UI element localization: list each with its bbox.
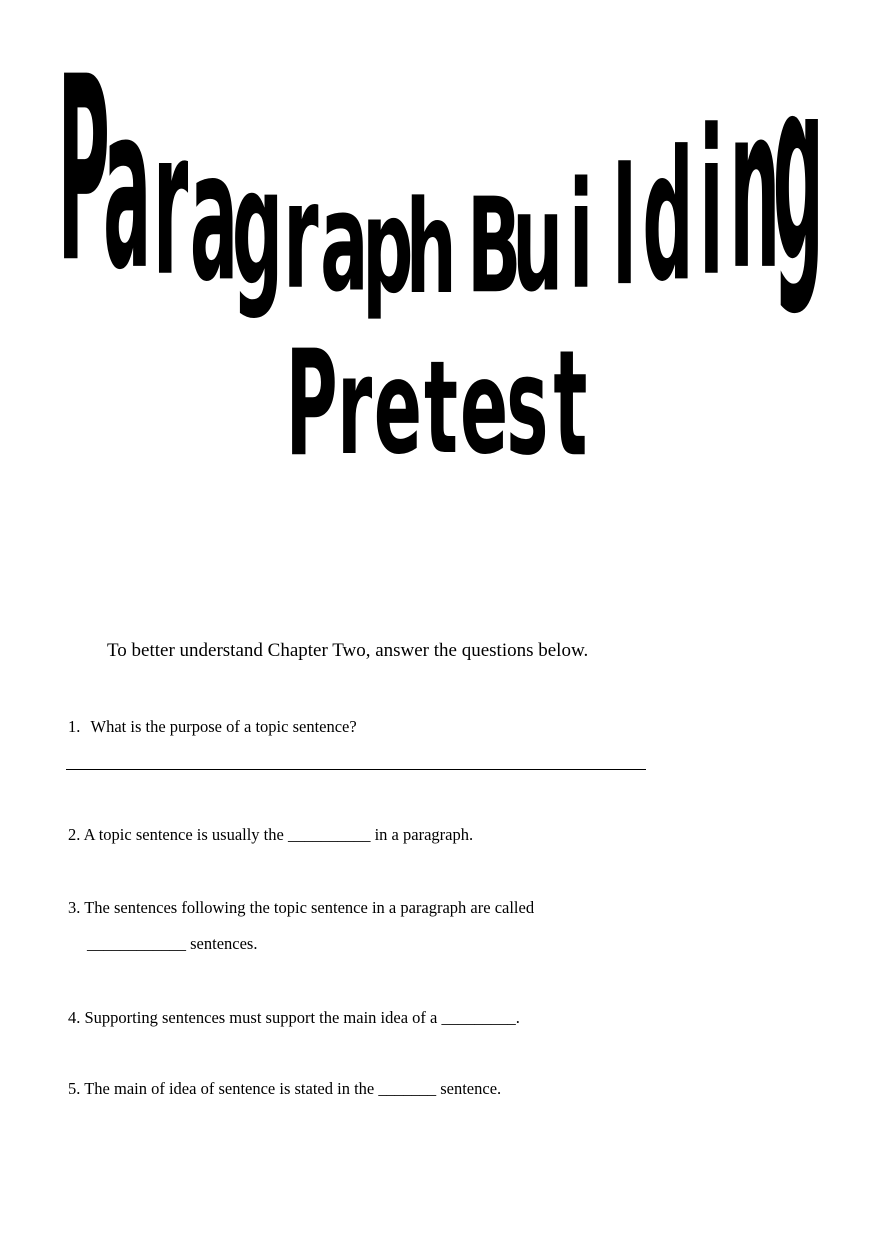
title-letter: i bbox=[568, 150, 594, 323]
question-text: What is the purpose of a topic sentence? bbox=[90, 717, 357, 736]
question-number: 3. bbox=[68, 898, 81, 917]
title-letter: e bbox=[460, 331, 509, 484]
title-letter: e bbox=[373, 331, 422, 484]
title-letter: i bbox=[699, 86, 724, 321]
question-text: Supporting sentences must support the main idea of a _________. bbox=[84, 1008, 520, 1027]
question-text: The main of idea of sentence is stated in the _______ sentence. bbox=[84, 1079, 502, 1098]
title-letter: p bbox=[362, 169, 414, 323]
question-3-continuation: ____________ sentences. bbox=[87, 934, 258, 953]
title-letter: h bbox=[405, 172, 457, 323]
title-letter: n bbox=[729, 58, 781, 320]
question-number: 4. bbox=[68, 1008, 81, 1027]
title-letter: u bbox=[512, 161, 564, 323]
title-letter: s bbox=[506, 326, 549, 486]
question-number: 1. bbox=[68, 717, 81, 736]
title-letter: d bbox=[642, 112, 694, 322]
question-3 bbox=[68, 898, 534, 918]
title-letter: B bbox=[466, 169, 522, 323]
title-letter: r bbox=[152, 86, 189, 321]
title-letter: a bbox=[189, 112, 239, 322]
question-4 bbox=[68, 1008, 520, 1028]
question-text: The sentences following the topic sentence in a paragraph are called bbox=[84, 898, 535, 917]
question-number: 2. bbox=[68, 825, 81, 844]
title-letter: t bbox=[424, 334, 458, 483]
title-letter: l bbox=[612, 134, 637, 322]
question-5 bbox=[68, 1079, 501, 1099]
question-1 bbox=[68, 717, 357, 737]
instructions: To better understand Chapter Two, answer the questions below. bbox=[107, 640, 589, 661]
title-letter: g bbox=[772, 22, 824, 320]
question-number: 5. bbox=[68, 1079, 81, 1098]
title-letter: t bbox=[553, 319, 588, 490]
title-letter: g bbox=[231, 134, 284, 322]
title-letter: a bbox=[320, 161, 369, 323]
question-2 bbox=[68, 825, 473, 845]
title-letter: a bbox=[103, 58, 152, 320]
title-wordart bbox=[0, 0, 880, 520]
question-text: A topic sentence is usually the __________ in a paragraph. bbox=[83, 825, 474, 844]
answer-line bbox=[66, 769, 646, 770]
title-letter: P bbox=[57, 22, 110, 320]
title-letter: r bbox=[283, 150, 319, 323]
title-letter: r bbox=[337, 326, 373, 486]
title-letter: P bbox=[285, 319, 338, 490]
